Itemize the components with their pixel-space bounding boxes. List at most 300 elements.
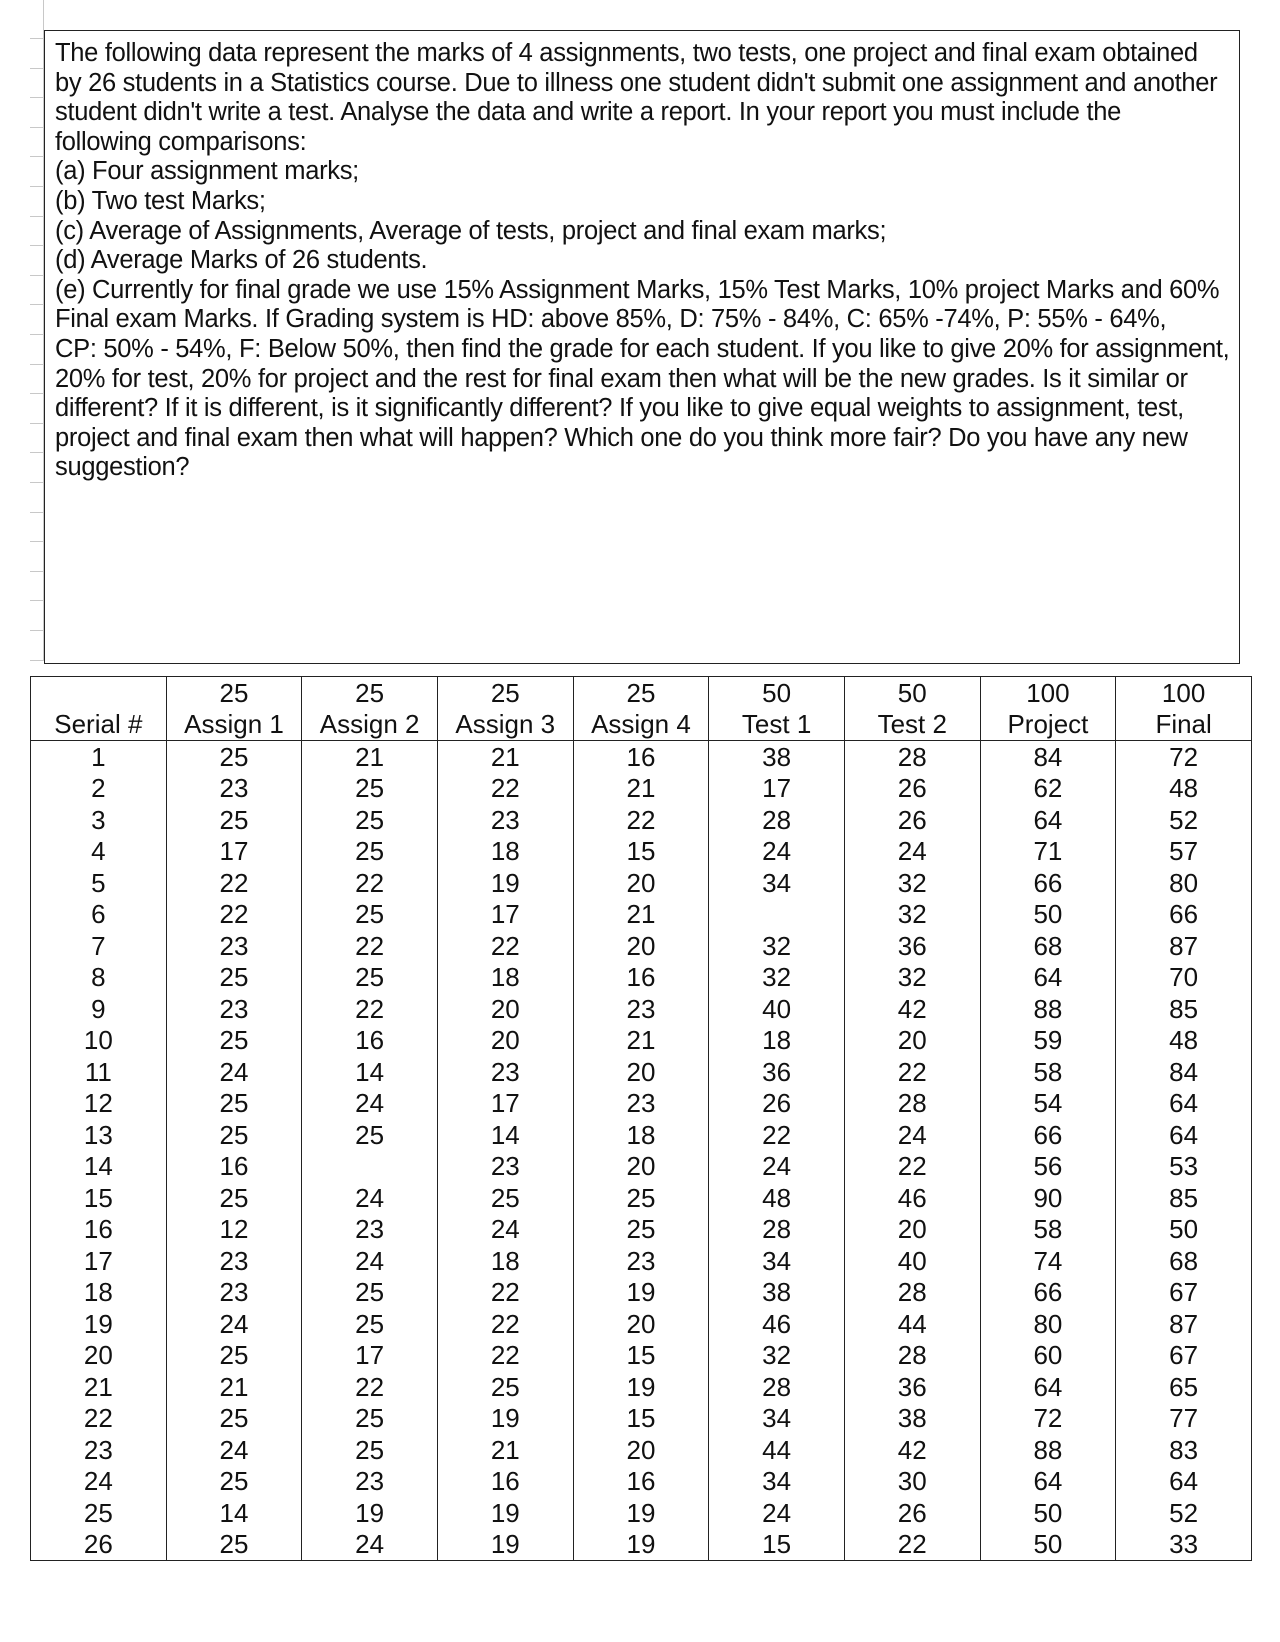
table-cell: 6 [31,899,167,931]
problem-text-line: project and final exam then what will happen? Which one do you think more fair? Do you have any new [55,423,1188,452]
table-cell: 48 [709,1182,845,1214]
table-cell: 66 [980,1119,1116,1151]
table-cell: 25 [302,1277,438,1309]
table-cell: 25 [302,1403,438,1435]
table-cell: 25 [166,962,302,994]
table-cell: 24 [166,1308,302,1340]
problem-text-line: (b) Two test Marks; [55,186,266,215]
table-cell: 24 [844,836,980,868]
table-row [31,993,1252,1025]
table-cell: 71 [980,836,1116,868]
table-cell: 23 [437,1056,573,1088]
table-row [31,930,1252,962]
table-cell: 15 [709,1529,845,1561]
table-cell: Assign 1 [166,709,302,741]
table-cell: 22 [437,930,573,962]
table-cell: 20 [437,993,573,1025]
table-cell: 36 [844,1371,980,1403]
table-cell: 25 [31,1497,167,1529]
table-cell: 67 [1116,1340,1252,1372]
table-cell: 15 [573,836,709,868]
table-cell: 50 [980,1529,1116,1561]
table-row [31,1245,1252,1277]
table-cell: 42 [844,1434,980,1466]
table-cell: 10 [31,1025,167,1057]
table-cell: 18 [573,1119,709,1151]
table-cell: 17 [709,773,845,805]
table-cell: 21 [573,773,709,805]
table-cell: 66 [980,867,1116,899]
table-cell: 16 [302,1025,438,1057]
table-cell: 16 [573,741,709,773]
table-cell: 20 [573,1308,709,1340]
table-cell: 32 [709,1340,845,1372]
table-cell: 16 [573,962,709,994]
table-cell: 72 [980,1403,1116,1435]
table-cell: 12 [31,1088,167,1120]
table-cell: Assign 3 [437,709,573,741]
table-row [31,1151,1252,1183]
table-cell: 40 [709,993,845,1025]
table-cell: 18 [31,1277,167,1309]
table-cell: 20 [437,1025,573,1057]
table-cell: 22 [302,993,438,1025]
table-cell: 24 [437,1214,573,1246]
table-cell: 22 [437,1277,573,1309]
table-cell: 38 [709,1277,845,1309]
max-marks-row [31,677,1252,709]
table-cell: 59 [980,1025,1116,1057]
table-row [31,1340,1252,1372]
table-cell: 83 [1116,1434,1252,1466]
problem-text-line: following comparisons: [55,127,307,156]
grid-row-line [30,68,44,69]
grid-row-line [30,630,44,631]
problem-text-line: (a) Four assignment marks; [55,157,359,186]
table-cell: 25 [302,962,438,994]
table-cell: 64 [980,962,1116,994]
table-cell: 64 [1116,1119,1252,1151]
table-cell: Test 2 [844,709,980,741]
table-cell: 48 [1116,773,1252,805]
table-cell: 23 [302,1214,438,1246]
table-cell: 58 [980,1056,1116,1088]
table-cell: 34 [709,1403,845,1435]
table-cell: 26 [844,773,980,805]
table-cell: 34 [709,1245,845,1277]
table-cell: 25 [166,1182,302,1214]
table-row [31,867,1252,899]
student-marks-table [30,676,1252,1561]
table-cell: 54 [980,1088,1116,1120]
table-cell: 24 [166,1434,302,1466]
table-cell: 26 [31,1529,167,1561]
table-cell: 23 [573,993,709,1025]
table-cell: 20 [573,867,709,899]
problem-text-line: by 26 students in a Statistics course. Due to illness one student didn't submit one assignment and another [55,68,1218,97]
table-cell: 22 [844,1151,980,1183]
table-cell: 26 [844,804,980,836]
problem-text-line: suggestion? [55,453,190,482]
table-cell: 18 [437,1245,573,1277]
table-row [31,1119,1252,1151]
table-cell: 60 [980,1340,1116,1372]
table-cell: 9 [31,993,167,1025]
table-cell: 88 [980,1434,1116,1466]
table-cell: 23 [437,804,573,836]
table-cell: 50 [980,1497,1116,1529]
table-cell: 23 [166,930,302,962]
table-cell: 24 [709,836,845,868]
table-cell: 25 [166,1088,302,1120]
grid-row-line [30,97,44,98]
table-cell: 32 [844,962,980,994]
table-cell: 23 [31,1434,167,1466]
table-cell: 84 [980,741,1116,773]
table-cell: 28 [709,804,845,836]
table-row [31,1308,1252,1340]
table-cell: 24 [166,1056,302,1088]
table-cell: 19 [302,1497,438,1529]
table-cell: 15 [31,1182,167,1214]
grid-row-line [30,660,44,661]
table-cell: 20 [573,1434,709,1466]
table-cell: 23 [573,1245,709,1277]
table-cell: 28 [844,741,980,773]
table-cell: 50 [709,677,845,709]
table-cell: 7 [31,930,167,962]
table-cell: 25 [437,1371,573,1403]
grid-row-line [30,571,44,572]
table-cell: Final [1116,709,1252,741]
table-row [31,1497,1252,1529]
table-cell: 19 [437,1403,573,1435]
table-cell: 23 [573,1088,709,1120]
table-cell: 14 [166,1497,302,1529]
table-cell: 17 [166,836,302,868]
table-cell: 24 [31,1466,167,1498]
table-cell: 28 [844,1088,980,1120]
table-cell: 11 [31,1056,167,1088]
table-cell: 25 [302,836,438,868]
table-row [31,1025,1252,1057]
table-row [31,836,1252,868]
table-cell: 19 [437,867,573,899]
problem-statement-box [44,30,1240,664]
table-cell: 20 [844,1025,980,1057]
table-cell: 19 [437,1529,573,1561]
table-cell: 2 [31,773,167,805]
table-cell: 22 [437,1308,573,1340]
table-cell: 24 [302,1088,438,1120]
table-cell: 19 [573,1277,709,1309]
table-cell: 64 [980,1466,1116,1498]
table-cell: 67 [1116,1277,1252,1309]
table-row [31,1214,1252,1246]
table-cell: 25 [166,1025,302,1057]
grid-row-line [30,275,44,276]
table-cell: 62 [980,773,1116,805]
table-cell: 25 [437,677,573,709]
table-cell: 20 [573,930,709,962]
table-cell: 17 [437,899,573,931]
table-cell: 87 [1116,1308,1252,1340]
table-cell: 1 [31,741,167,773]
table-cell: 24 [302,1245,438,1277]
table-cell: 25 [166,1403,302,1435]
table-cell: 64 [980,1371,1116,1403]
table-cell: 36 [709,1056,845,1088]
table-row [31,1403,1252,1435]
table-cell: 25 [166,1466,302,1498]
table-row [31,1088,1252,1120]
table-cell [302,1151,438,1183]
table-cell: 17 [302,1340,438,1372]
table-cell: 88 [980,993,1116,1025]
table-cell: 22 [302,867,438,899]
problem-text-line: (d) Average Marks of 26 students. [55,246,428,275]
table-cell: 19 [573,1529,709,1561]
table-cell: 18 [709,1025,845,1057]
table-cell: 56 [980,1151,1116,1183]
table-row [31,1371,1252,1403]
table-cell: 16 [573,1466,709,1498]
table-cell: 74 [980,1245,1116,1277]
grid-row-line [30,216,44,217]
table-cell: 66 [1116,899,1252,931]
table-cell: 57 [1116,836,1252,868]
table-cell: 25 [302,1434,438,1466]
table-cell: 19 [573,1497,709,1529]
table-cell: 50 [1116,1214,1252,1246]
table-cell: 68 [1116,1245,1252,1277]
table-cell: 12 [166,1214,302,1246]
table-cell: 25 [166,1340,302,1372]
table-cell: 17 [31,1245,167,1277]
table-row [31,1056,1252,1088]
table-cell: 77 [1116,1403,1252,1435]
table-cell: 52 [1116,804,1252,836]
table-cell: 23 [437,1151,573,1183]
table-cell: 34 [709,1466,845,1498]
table-cell: 70 [1116,962,1252,994]
table-cell: 44 [844,1308,980,1340]
problem-text-line: 20% for test, 20% for project and the rest for final exam then what will be the new grades. Is it similar or [55,364,1188,393]
table-cell: 26 [709,1088,845,1120]
table-cell: 23 [302,1466,438,1498]
table-cell: Assign 4 [573,709,709,741]
table-cell: 25 [302,677,438,709]
table-cell: 66 [980,1277,1116,1309]
table-cell: 25 [573,1214,709,1246]
table-cell: 87 [1116,930,1252,962]
table-cell: 20 [844,1214,980,1246]
table-cell: 22 [31,1403,167,1435]
table-cell: 22 [166,867,302,899]
table-cell: 19 [437,1497,573,1529]
table-cell: 14 [31,1151,167,1183]
table-cell: 20 [573,1151,709,1183]
table-cell: 19 [573,1371,709,1403]
table-row [31,1434,1252,1466]
table-cell: 80 [980,1308,1116,1340]
table-cell: 68 [980,930,1116,962]
table-cell: 18 [437,962,573,994]
table-cell: 52 [1116,1497,1252,1529]
table-cell: 22 [166,899,302,931]
table-cell: 21 [437,1434,573,1466]
table-cell: 58 [980,1214,1116,1246]
table-cell: 40 [844,1245,980,1277]
table-cell: 25 [166,741,302,773]
grid-row-line [30,364,44,365]
table-cell: 22 [302,930,438,962]
table-cell: 13 [31,1119,167,1151]
table-cell: 22 [302,1371,438,1403]
table-cell [709,899,845,931]
table-cell: 21 [573,899,709,931]
table-cell: 32 [709,962,845,994]
table-cell: 5 [31,867,167,899]
table-cell: 23 [166,773,302,805]
table-cell: 22 [709,1119,845,1151]
table-cell: 4 [31,836,167,868]
table-cell: 21 [573,1025,709,1057]
table-cell: 100 [980,677,1116,709]
table-cell: 21 [437,741,573,773]
table-cell: 25 [166,677,302,709]
table-cell: 24 [302,1182,438,1214]
table-cell: Test 1 [709,709,845,741]
table-cell: 64 [980,804,1116,836]
table-cell [31,677,167,709]
table-cell: 48 [1116,1025,1252,1057]
table-cell: 25 [166,1529,302,1561]
grid-row-line [30,452,44,453]
header-row [31,709,1252,741]
table-cell: 28 [844,1340,980,1372]
table-cell: 85 [1116,1182,1252,1214]
table-row [31,1466,1252,1498]
table-cell: 23 [166,993,302,1025]
table-cell: 16 [437,1466,573,1498]
table-row [31,962,1252,994]
table-cell: 25 [302,899,438,931]
table-cell: Assign 2 [302,709,438,741]
problem-text-line: student didn't write a test. Analyse the data and write a report. In your report you must include the [55,98,1122,127]
table-cell: 20 [31,1340,167,1372]
grid-row-line [30,423,44,424]
table-cell: 8 [31,962,167,994]
grid-row-line [30,304,44,305]
table-cell: 53 [1116,1151,1252,1183]
table-cell: 24 [709,1497,845,1529]
table-cell: 25 [573,1182,709,1214]
table-cell: 25 [437,1182,573,1214]
table-cell: 21 [166,1371,302,1403]
grid-row-line [30,541,44,542]
table-cell: 33 [1116,1529,1252,1561]
table-cell: 25 [166,1119,302,1151]
grid-row-line [30,156,44,157]
table-cell: 28 [709,1371,845,1403]
table-cell: 21 [31,1371,167,1403]
table-cell: 16 [31,1214,167,1246]
table-cell: 22 [844,1056,980,1088]
table-cell: 25 [302,1308,438,1340]
table-cell: 25 [573,677,709,709]
table-cell: 46 [844,1182,980,1214]
table-cell: 36 [844,930,980,962]
table-cell: 85 [1116,993,1252,1025]
table-cell: 42 [844,993,980,1025]
table-cell: 64 [1116,1466,1252,1498]
table-cell: 15 [573,1340,709,1372]
table-cell: 25 [302,804,438,836]
grid-row-line [30,600,44,601]
grid-row-line [30,482,44,483]
table-row [31,804,1252,836]
table-cell: 19 [31,1308,167,1340]
table-cell: 64 [1116,1088,1252,1120]
table-row [31,1277,1252,1309]
table-row [31,741,1252,773]
table-cell: 24 [709,1151,845,1183]
table-cell: 100 [1116,677,1252,709]
table-row [31,1182,1252,1214]
table-cell: 24 [302,1529,438,1561]
problem-text-line: CP: 50% - 54%, F: Below 50%, then find the grade for each student. If you like to give 20% for assignment, [55,334,1230,363]
table-cell: 32 [844,867,980,899]
table-cell: 21 [302,741,438,773]
table-cell: 50 [980,899,1116,931]
problem-text-line: (e) Currently for final grade we use 15% Assignment Marks, 15% Test Marks, 10% project Marks and 60% [55,275,1220,304]
spreadsheet-gridlines [30,0,44,660]
table-cell: 90 [980,1182,1116,1214]
table-cell: 72 [1116,741,1252,773]
table-cell: Serial # [31,709,167,741]
table-cell: 17 [437,1088,573,1120]
table-cell: 22 [573,804,709,836]
table-cell: 30 [844,1466,980,1498]
grid-row-line [30,512,44,513]
table-cell: 24 [844,1119,980,1151]
table-cell: 25 [302,773,438,805]
table-cell: 80 [1116,867,1252,899]
grid-row-line [30,393,44,394]
table-cell: 26 [844,1497,980,1529]
table-cell: 32 [709,930,845,962]
table-cell: 20 [573,1056,709,1088]
table-cell: 28 [709,1214,845,1246]
table-cell: 84 [1116,1056,1252,1088]
table-cell: Project [980,709,1116,741]
table-cell: 38 [709,741,845,773]
problem-text-line: The following data represent the marks of 4 assignments, two tests, one project and final exam obtained [55,39,1198,67]
table-cell: 38 [844,1403,980,1435]
table-row [31,773,1252,805]
problem-text-line: different? If it is different, is it significantly different? If you like to give equal weights to assignment, test, [55,394,1184,423]
table-cell: 44 [709,1434,845,1466]
table-row [31,1529,1252,1561]
table-cell: 22 [844,1529,980,1561]
grid-row-line [30,127,44,128]
table-row [31,899,1252,931]
table-cell: 18 [437,836,573,868]
table-cell: 34 [709,867,845,899]
grid-row-line [30,38,44,39]
problem-text-line: (c) Average of Assignments, Average of tests, project and final exam marks; [55,216,887,245]
